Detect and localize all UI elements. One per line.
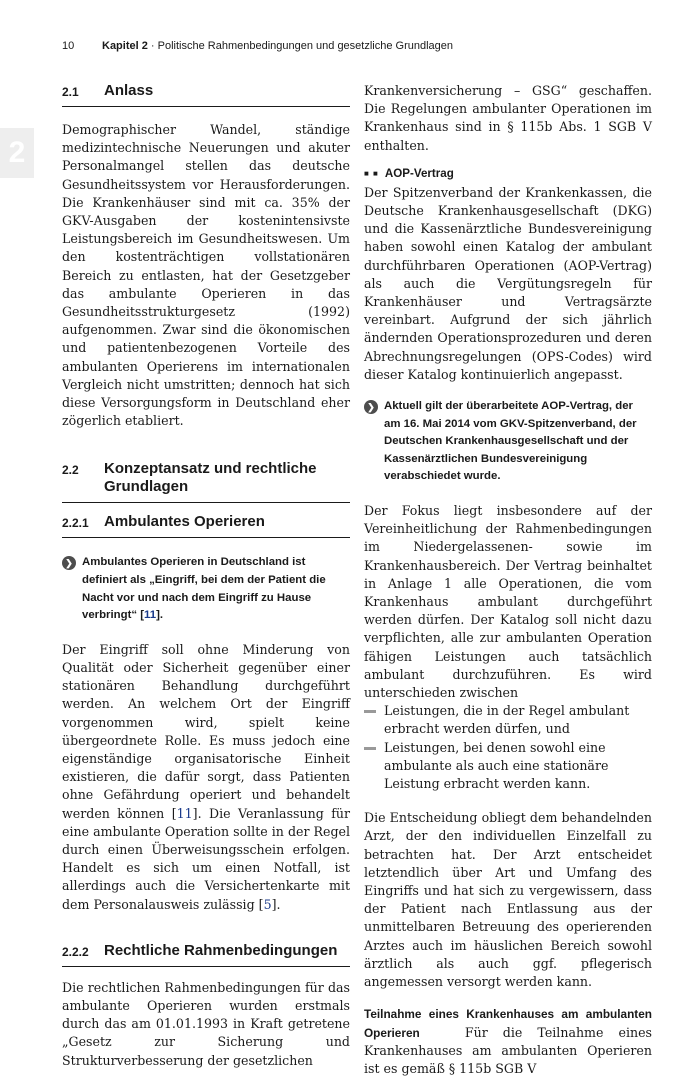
paragraph-rahmenbedingungen: Die rechtlichen Rahmenbedingungen für das ambulante Operieren wurden erstmals durch das am 01.01.1993 in Kraft getretene „Gesetz zur Sicherung und Strukturverbesserung der gesetzlichen	[62, 979, 350, 1068]
aop-subheading	[364, 167, 652, 180]
section-number: 2.2.1	[62, 516, 89, 531]
section-number: 2.2.2	[62, 944, 89, 959]
citation-link[interactable]: 5	[263, 896, 272, 912]
dash-bullet-icon	[364, 747, 376, 750]
paragraph-aop: Der Spitzenverband der Krankenkassen, die Deutsche Krankenhausgesellschaft (DKG) und die Kassenärztliche Bundesvereinigung haben sowohl einen Katalog der ambulant durchführbaren Operationen (AOP-Vertrag) als auch die Vergütungsregeln für Krankenhäuser und Vertragsärzte vereinbart. Aufgrund der sich jährlich ändernden Operationsprozeduren und deren Abrechnungsregelungen (OPS-Codes) wird dieser Katalog kontinuierlich angepasst.	[364, 184, 652, 382]
chapter-title: Politische Rahmenbedingungen und gesetzliche Grundlagen	[157, 40, 454, 52]
section-number: 2.2	[62, 463, 79, 478]
citation-link[interactable]: 11	[144, 609, 157, 622]
right-column	[364, 82, 652, 1078]
section-title: Konzeptansatz und rechtliche Grundlagen	[104, 460, 317, 496]
arrow-right-icon: ❯	[364, 400, 378, 414]
paragraph-continuation: Krankenversicherung – GSG“ geschaffen. Die Regelungen ambulanter Operationen im Krankenhaus sind in § 115b Abs. 1 SGB V enthalten.	[364, 83, 652, 153]
list-item: Leistungen, bei denen sowohl eine ambulante als auch eine stationäre Leistung erbracht werden kann.	[364, 739, 652, 794]
side-tab-label: 2	[8, 136, 26, 169]
subheading-title: AOP-Vertrag	[384, 166, 454, 180]
dash-bullet-icon	[364, 710, 376, 713]
left-column	[62, 82, 350, 1070]
section-heading-2-2-2	[62, 942, 350, 967]
section-heading-2-2-1	[62, 513, 350, 538]
paragraph-anlass: Demographischer Wandel, ständige medizintechnische Neuerungen und akuter Personalmangel stellen das deutsche Gesundheitssystem vor Herausforderungen. Die Krankenhäuser sind mit ca. 35% der GKV-Ausgaben der kostenintensivste Leistungsbereich im Gesundheitswesen. Um den kostenträchtigen vollstationären Bereich zu entlasten, hat der Gesetzgeber das ambulante Operieren in das Gesundheitsstrukturgesetz (1992) aufgenommen. Zwar sind die ökonomischen und patientenbezogenen Vorteile des ambulanten Operierens im internationalen Vergleich nicht umstritten; dennoch hat sich diese Versorgungsform in Deutschland eher zögerlich etabliert.	[62, 122, 350, 429]
section-title: Ambulantes Operieren	[104, 513, 265, 531]
list-item: Leistungen, die in der Regel ambulant erbracht werden dürfen, und	[364, 702, 652, 738]
chapter-side-tab	[0, 128, 34, 178]
running-header: 10 Kapitel 2 · Politische Rahmenbedingungen und gesetzliche Grundlagen	[62, 40, 454, 52]
square-bullets-icon: ■ ■	[364, 168, 379, 178]
paragraph-teilnahme: Teilnahme eines Krankenhauses am ambulanten Operieren Für die Teilnahme eines Krankenhauses am ambulanten Operieren ist es gemäß § 115b SGB V	[364, 1007, 653, 1076]
arrow-right-icon: ❯	[62, 556, 76, 570]
inline-heading: Teilnahme eines Krankenhauses am ambulanten Operieren	[364, 1007, 652, 1040]
section-heading-2-2	[62, 460, 350, 503]
section-heading-2-1	[62, 82, 350, 107]
paragraph-eingriff: Der Eingriff soll ohne Minderung von Qualität oder Sicherheit gegenüber einer stationären Behandlung durchgeführt werden. An welchem Ort der Eingriff vorgenommen wird, spielt keine übergeordnete Rolle. Es muss jedoch eine eigenständige organisatorische Einheit existieren, die dafür sorgt, dass Patienten ohne Gefährdung operiert und behandelt werden können [11]. Die Veranlassung für eine ambulante Operation sollte in der Regel durch einen Überweisungsschein erfolgen. Handelt es sich um einen Notfall, ist allerdings auch die Versichertenkarte mit dem Personalausweis zulässig [5].	[62, 641, 350, 912]
section-number: 2.1	[62, 85, 79, 99]
citation-link[interactable]: 11	[176, 805, 193, 821]
distinction-list	[364, 702, 652, 793]
paragraph-entscheidung: Die Entscheidung obliegt dem behandelnden Arzt, der den individuellen Einzelfall zu betrachten hat. Der Arzt entscheidet letztendlich über Art und Umfang des Eingriffs und hat sich zu vergewissern, dass der Patient nach Entlassung aus der unmittelbaren Betreuung des operierenden Arztes auch im häuslichen Bereich sowohl ärztlich als auch ggf. pflegerisch angemessen versorgt werden kann.	[364, 810, 652, 990]
section-title: Anlass	[104, 82, 154, 99]
page-number: 10	[62, 40, 75, 52]
aop-note	[364, 398, 652, 486]
note-text: Aktuell gilt der überarbeitete AOP-Vertrag, der am 16. Mai 2014 vom GKV-Spitzenverband, der Deutschen Krankenhausgesellschaft und der Kassenärztlichen Bundesvereinigung verabschiedet wurde.	[384, 400, 637, 483]
note-text: Ambulantes Operieren in Deutschland ist definiert als „Eingriff, bei dem der Patient die Nacht vor und nach dem Eingriff zu Hause verbringt“ [11].	[82, 556, 326, 622]
definition-note	[62, 554, 350, 624]
section-title: Rechtliche Rahmenbedingungen	[104, 941, 338, 959]
paragraph-fokus: Der Fokus liegt insbesondere auf der Vereinheitlichung der Rahmenbedingungen im Niedergelassenen- sowie im Krankenhausbereich. Der Vertrag beinhaltet in Anlage 1 alle Operationen, die vom Krankenhaus ambulant durchgeführt werden dürfen. Der Katalog soll nicht dazu verpflichten, alle zur ambulanten Operation fähigen Leistungen auch tatsächlich ambulant durchzuführen. Es wird unterschieden zwischen	[364, 503, 652, 701]
chapter-label: Kapitel 2	[102, 40, 148, 52]
